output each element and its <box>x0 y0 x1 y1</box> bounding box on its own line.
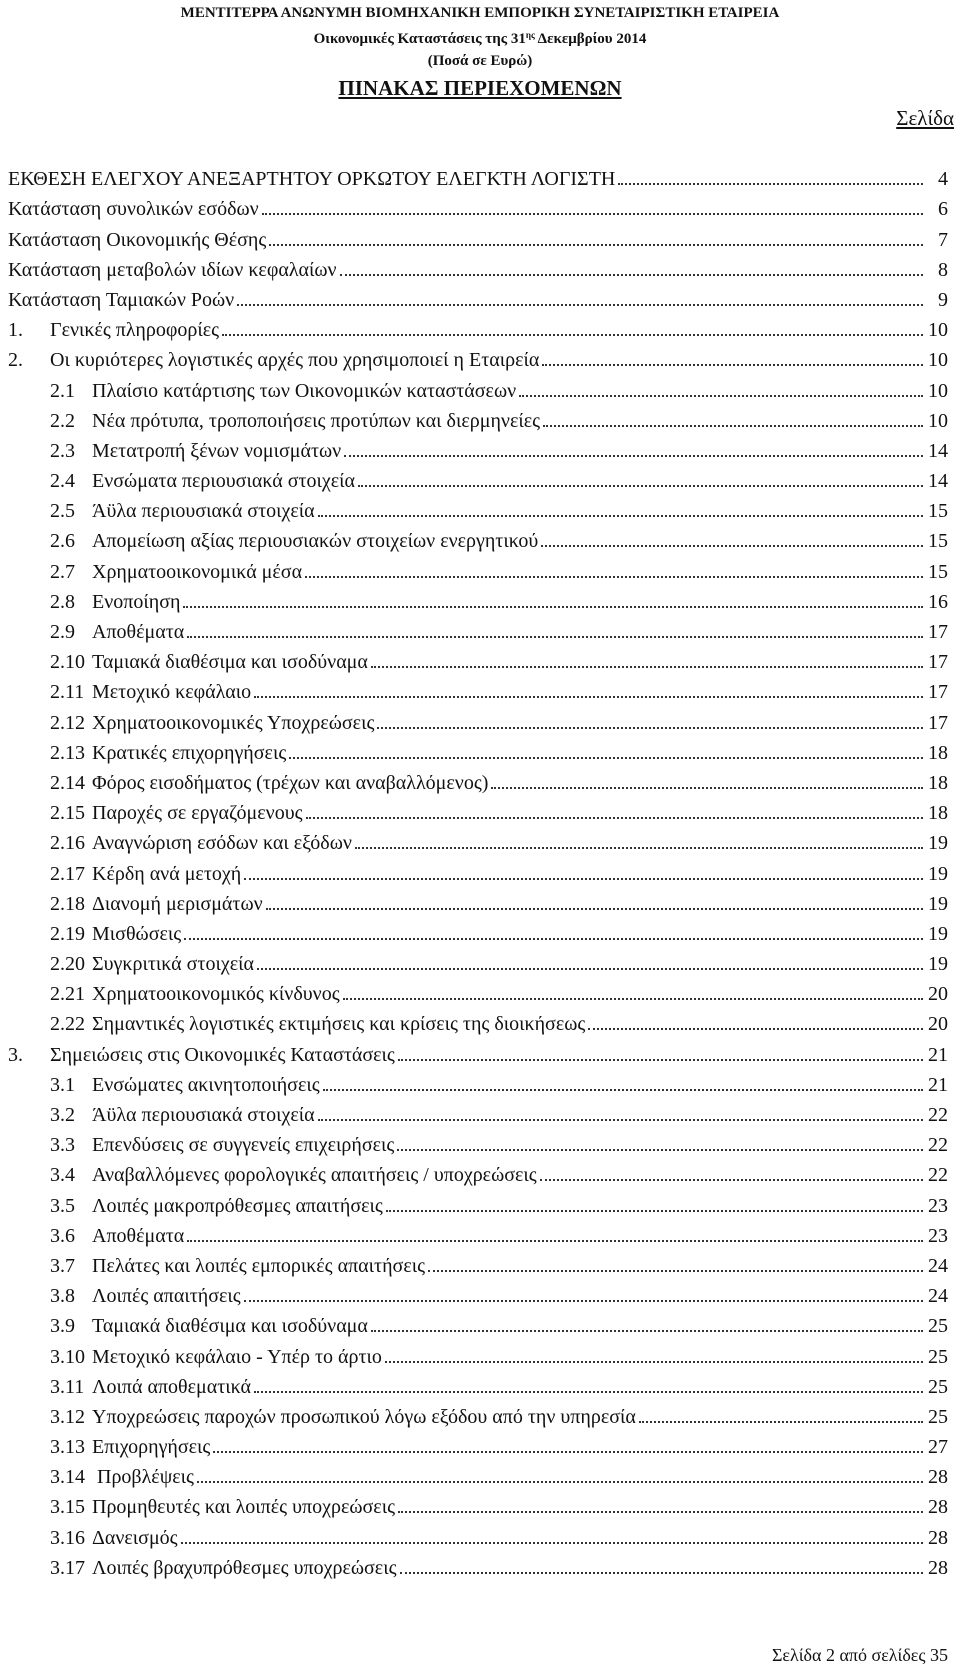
toc-dot-leader <box>385 1361 923 1363</box>
toc-entry-title: Ταμιακά διαθέσιμα και ισοδύναμα <box>92 651 368 674</box>
toc-dot-leader <box>398 1511 923 1513</box>
toc-dot-leader <box>262 213 923 215</box>
toc-entry-title: Αποθέματα <box>92 621 185 643</box>
page-column-label: Σελίδα <box>896 106 954 130</box>
toc-entry-title: Κατάσταση μεταβολών ιδίων κεφαλαίων <box>8 258 337 281</box>
toc-entry-page: 17 <box>928 621 948 643</box>
toc-entry-title: Απομείωση αξίας περιουσιακών στοιχείων ενεργητικού <box>92 530 539 553</box>
toc-entry-title: Συγκριτικά στοιχεία <box>92 953 254 976</box>
toc-dot-leader <box>355 847 923 849</box>
toc-entry-title: Διανομή μερισμάτων <box>92 892 263 915</box>
toc-dot-leader <box>618 183 923 185</box>
toc-entry-page: 10 <box>928 409 948 432</box>
currency-note: (Ποσά σε Ευρώ) <box>427 53 533 69</box>
toc-entry-page: 22 <box>928 1164 948 1187</box>
toc-dot-leader <box>543 425 923 427</box>
toc-entry-title: Χρηματοοικονομικός κίνδυνος <box>92 983 340 1006</box>
toc-entry-page: 10 <box>928 319 948 342</box>
toc-entry-number: 2.11 <box>50 681 85 704</box>
toc-entry-page: 17 <box>928 651 948 674</box>
toc-dot-leader <box>358 485 923 487</box>
toc-entry-title: Ταμιακά διαθέσιμα και ισοδύναμα <box>92 1315 368 1338</box>
toc-entry-number: 3.5 <box>50 1194 75 1217</box>
toc-entry[interactable] <box>8 492 948 522</box>
toc-entry-title: Μετοχικό κεφάλαιο - Υπέρ το άρτιο <box>92 1345 382 1368</box>
toc-entry-title: Επιχορηγήσεις <box>92 1436 211 1459</box>
toc-entry-page: 28 <box>928 1466 948 1489</box>
toc-entry[interactable] <box>8 613 948 643</box>
toc-dot-leader <box>306 817 923 819</box>
toc-entry-number: 2.19 <box>50 922 85 945</box>
toc-entry[interactable] <box>8 734 948 764</box>
toc-dot-leader <box>197 1481 923 1483</box>
toc-entry-page: 19 <box>928 862 948 885</box>
toc-entry-number: 2.13 <box>50 741 85 764</box>
toc-entry-title: Προβλέψεις <box>92 1466 194 1489</box>
toc-entry-number: 2.14 <box>50 771 85 794</box>
toc-entry-number: 2.10 <box>50 651 85 674</box>
toc-entry-page: 27 <box>928 1436 948 1459</box>
toc-entry-page: 9 <box>938 288 948 311</box>
toc-entry-page: 19 <box>928 832 948 855</box>
toc-dot-leader <box>344 455 923 457</box>
toc-entry-title: Σημαντικές λογιστικές εκτιμήσεις και κρίσεις της διοικήσεως <box>92 1013 586 1036</box>
toc-dot-leader <box>541 545 923 547</box>
toc-dot-leader <box>269 244 923 246</box>
toc-entry-title: Λοιπές μακροπρόθεσμες απαιτήσεις <box>92 1194 383 1217</box>
toc-entry-page: 19 <box>928 953 948 976</box>
toc-entry-title: Κατάσταση Ταμιακών Ροών <box>8 288 235 311</box>
toc-entry-number: 3.8 <box>50 1285 75 1308</box>
toc-entry-title: Αποθέματα <box>92 1224 185 1247</box>
toc-entry[interactable] <box>8 220 948 250</box>
toc-entry[interactable] <box>8 764 948 794</box>
statement-period-sup: ης <box>525 30 535 40</box>
toc-entry-page: 14 <box>928 439 948 462</box>
toc-entry-title: Κατάσταση συνολικών εσόδων <box>8 198 259 221</box>
toc-entry-page: 14 <box>928 470 948 493</box>
toc-entry[interactable] <box>8 1337 948 1367</box>
toc-entry[interactable] <box>8 1428 948 1458</box>
toc-dot-leader <box>542 364 923 366</box>
toc-dot-leader <box>588 1028 923 1030</box>
toc-entry-number: 2.15 <box>50 802 85 825</box>
toc-entry-page: 17 <box>928 711 948 734</box>
toc-dot-leader <box>187 636 923 638</box>
toc-entry-title: Μετοχικό κεφάλαιο <box>92 681 252 704</box>
toc-entry-number: 3.4 <box>50 1164 75 1187</box>
toc-entry-title: Ενσώματα περιουσιακά στοιχεία <box>92 470 356 493</box>
toc-entry-page: 24 <box>928 1254 948 1277</box>
toc-entry[interactable] <box>8 1126 948 1156</box>
toc-dot-leader <box>639 1421 923 1423</box>
toc-entry[interactable] <box>8 824 948 854</box>
toc-title: ΠΙΝΑΚΑΣ ΠΕΡΙΕΧΟΜΕΝΩΝ <box>338 76 622 100</box>
toc-dot-leader <box>540 1179 923 1181</box>
toc-entry[interactable] <box>8 1307 948 1337</box>
toc-entry-page: 19 <box>928 922 948 945</box>
toc-entry-page: 18 <box>928 741 948 764</box>
toc-entry-title: Άϋλα περιουσιακά στοιχεία <box>92 500 315 523</box>
toc-entry[interactable] <box>8 462 948 492</box>
toc-entry-number: 2.20 <box>50 953 85 976</box>
toc-entry[interactable] <box>8 522 948 552</box>
toc-entry[interactable] <box>8 1398 948 1428</box>
toc-entry-number: 3.12 <box>50 1405 85 1428</box>
toc-dot-leader <box>254 1391 923 1393</box>
toc-entry-number: 2.21 <box>50 983 85 1006</box>
toc-entry-title: Νέα πρότυπα, τροποποιήσεις προτύπων και διερμηνείες <box>92 409 541 432</box>
toc-entry-page: 28 <box>928 1556 948 1579</box>
toc-entry-title: Προμηθευτές και λοιπές υποχρεώσεις <box>92 1496 395 1519</box>
toc-entry-number: 2.8 <box>50 590 75 613</box>
toc-entry[interactable] <box>8 311 948 341</box>
toc-dot-leader <box>237 304 923 306</box>
toc-entry-page: 6 <box>938 198 948 221</box>
toc-entry[interactable] <box>8 583 948 613</box>
toc-entry[interactable] <box>8 190 948 220</box>
toc-entry-title: Κρατικές επιχορηγήσεις <box>92 741 287 764</box>
toc-entry-page: 15 <box>928 500 948 523</box>
toc-entry-page: 18 <box>928 771 948 794</box>
toc-entry-number: 2.5 <box>50 500 75 523</box>
table-of-contents <box>8 160 948 1579</box>
toc-entry-title: Λοιπά αποθεματικά <box>92 1375 252 1398</box>
toc-dot-leader <box>181 1542 923 1544</box>
toc-dot-leader <box>213 1451 923 1453</box>
toc-entry-number: 3.13 <box>50 1436 85 1459</box>
toc-entry-number: 2.1 <box>50 379 75 402</box>
toc-entry[interactable] <box>8 1217 948 1247</box>
toc-entry[interactable] <box>8 703 948 733</box>
toc-entry-page: 23 <box>928 1224 948 1247</box>
toc-entry-number: 3.15 <box>50 1496 85 1519</box>
toc-dot-leader <box>343 998 923 1000</box>
toc-dot-leader <box>183 606 923 608</box>
toc-entry[interactable] <box>8 1277 948 1307</box>
toc-entry-number: 3.6 <box>50 1224 75 1247</box>
toc-entry-title: ΕΚΘΕΣΗ ΕΛΕΓΧΟΥ ΑΝΕΞΑΡΤΗΤΟΥ ΟΡΚΩΤΟΥ ΕΛΕΓΚΤΗ ΛΟΓΙΣΤΗ <box>8 168 616 191</box>
toc-entry-page: 4 <box>938 168 948 191</box>
toc-entry-number: 3.14 <box>50 1466 85 1489</box>
toc-entry[interactable] <box>8 1156 948 1186</box>
toc-entry-title: Χρηματοοικονομικά μέσα <box>92 560 303 583</box>
toc-entry-page: 24 <box>928 1285 948 1308</box>
toc-dot-leader <box>244 878 923 880</box>
toc-entry-title: Υποχρεώσεις παροχών προσωπικού λόγω εξόδου από την υπηρεσία <box>92 1405 636 1428</box>
toc-entry[interactable] <box>8 1458 948 1488</box>
toc-dot-leader <box>305 576 923 578</box>
statement-period <box>0 24 960 50</box>
toc-entry-title: Πλαίσιο κατάρτισης των Οικονομικών καταστάσεων <box>92 379 517 402</box>
toc-entry-page: 17 <box>928 681 948 704</box>
toc-entry-page: 16 <box>928 590 948 613</box>
toc-entry-number: 2.7 <box>50 560 75 583</box>
toc-dot-leader <box>398 1059 923 1061</box>
toc-entry[interactable] <box>8 281 948 311</box>
toc-entry-page: 22 <box>928 1104 948 1126</box>
toc-entry-number: 3.9 <box>50 1315 75 1338</box>
toc-entry-number: 2.16 <box>50 832 85 855</box>
toc-entry-number: 2.12 <box>50 711 85 734</box>
company-name: ΜΕΝΤΙΤΕΡΡΑ ΑΝΩΝΥΜΗ ΒΙΟΜΗΧΑΝΙΚΗ ΕΜΠΟΡΙΚΗ ΣΥΝΕΤΑΙΡΙΣΤΙΚΗ ΕΤΑΙΡΕΙΑ <box>180 5 780 21</box>
toc-entry[interactable] <box>8 975 948 1005</box>
toc-entry-page: 15 <box>928 530 948 553</box>
toc-entry-page: 20 <box>928 983 948 1006</box>
toc-entry[interactable] <box>8 673 948 703</box>
toc-dot-leader <box>266 908 923 910</box>
footer-of-label: από σελίδες <box>839 1645 926 1665</box>
toc-entry[interactable] <box>8 1066 948 1096</box>
toc-entry-page: 21 <box>928 1043 948 1066</box>
toc-entry-title: Ενοποίηση <box>92 590 181 613</box>
toc-dot-leader <box>371 1330 923 1332</box>
toc-entry-number: 3.2 <box>50 1104 75 1126</box>
toc-entry-page: 23 <box>928 1194 948 1217</box>
toc-entry-number: 3. <box>8 1043 23 1066</box>
toc-entry[interactable] <box>8 1005 948 1035</box>
toc-entry-number: 2.4 <box>50 470 75 493</box>
toc-entry-number: 3.16 <box>50 1526 85 1549</box>
toc-entry-title: Χρηματοοικονομικές Υποχρεώσεις <box>92 711 375 734</box>
toc-entry[interactable] <box>8 1549 948 1579</box>
statement-period-post: Δεκεμβρίου 2014 <box>534 31 647 47</box>
toc-entry-number: 2.17 <box>50 862 85 885</box>
toc-entry-page: 20 <box>928 1013 948 1036</box>
toc-entry[interactable] <box>8 341 948 371</box>
toc-dot-leader <box>254 696 923 698</box>
toc-entry-page: 25 <box>928 1375 948 1398</box>
footer-total-pages: 35 <box>930 1645 948 1665</box>
toc-entry-number: 3.17 <box>50 1556 85 1579</box>
toc-entry-page: 7 <box>938 228 948 251</box>
toc-entry-page: 19 <box>928 892 948 915</box>
toc-entry-title: Κέρδη ανά μετοχή <box>92 862 242 885</box>
toc-entry-number: 2.9 <box>50 621 75 643</box>
toc-entry-number: 3.7 <box>50 1254 75 1277</box>
toc-entry-title: Λοιπές απαιτήσεις <box>92 1285 241 1308</box>
toc-entry-title: Άϋλα περιουσιακά στοιχεία <box>92 1104 315 1126</box>
toc-entry-title: Παροχές σε εργαζόμενους <box>92 802 303 825</box>
toc-entry-title: Σημειώσεις στις Οικονομικές Καταστάσεις <box>50 1043 395 1066</box>
toc-dot-leader <box>519 395 923 397</box>
page-footer <box>772 1645 948 1666</box>
toc-entry-number: 2.2 <box>50 409 75 432</box>
toc-entry-page: 15 <box>928 560 948 583</box>
toc-entry-title: Οι κυριότερες λογιστικές αρχές που χρησιμοποιεί η Εταιρεία <box>50 349 540 372</box>
footer-page-label: Σελίδα <box>771 1645 822 1665</box>
toc-entry-page: 25 <box>928 1315 948 1338</box>
toc-dot-leader <box>244 1300 923 1302</box>
toc-entry-number: 3.10 <box>50 1345 85 1368</box>
toc-entry-page: 28 <box>928 1526 948 1549</box>
toc-entry-number: 2.18 <box>50 892 85 915</box>
toc-entry[interactable] <box>8 1096 948 1126</box>
toc-entry-number: 3.1 <box>50 1073 75 1096</box>
toc-entry-page: 28 <box>928 1496 948 1519</box>
toc-entry[interactable] <box>8 251 948 281</box>
toc-entry-title: Επενδύσεις σε συγγενείς επιχειρήσεις <box>92 1134 395 1157</box>
toc-entry[interactable] <box>8 915 948 945</box>
toc-entry-title: Αναγνώριση εσόδων και εξόδων <box>92 832 352 855</box>
toc-entry-number: 2. <box>8 349 23 372</box>
toc-dot-leader <box>371 666 923 668</box>
toc-dot-leader <box>323 1089 923 1091</box>
toc-dot-leader <box>340 274 923 276</box>
toc-dot-leader <box>257 968 923 970</box>
toc-dot-leader <box>428 1270 923 1272</box>
toc-dot-leader <box>397 1149 923 1151</box>
toc-entry-page: 22 <box>928 1134 948 1157</box>
toc-entry[interactable] <box>8 1186 948 1216</box>
toc-entry[interactable] <box>8 1247 948 1277</box>
toc-entry[interactable] <box>8 945 948 975</box>
toc-entry-page: 18 <box>928 802 948 825</box>
toc-dot-leader <box>386 1210 923 1212</box>
toc-entry-title: Λοιπές βραχυπρόθεσμες υποχρεώσεις <box>92 1556 397 1579</box>
toc-entry[interactable] <box>8 1488 948 1518</box>
toc-entry-title: Ενσώματες ακινητοποιήσεις <box>92 1073 320 1096</box>
toc-entry-number: 2.6 <box>50 530 75 553</box>
toc-entry-number: 3.3 <box>50 1134 75 1157</box>
toc-dot-leader <box>491 787 923 789</box>
toc-entry-page: 10 <box>928 349 948 372</box>
toc-entry-number: 1. <box>8 319 23 342</box>
toc-entry-page: 21 <box>928 1073 948 1096</box>
statement-period-pre: Οικονομικές Καταστάσεις της 31 <box>313 31 526 47</box>
footer-current-page: 2 <box>825 1645 835 1665</box>
toc-entry[interactable] <box>8 794 948 824</box>
toc-entry-number: 2.3 <box>50 439 75 462</box>
toc-entry-title: Μισθώσεις <box>92 922 182 945</box>
toc-entry-page: 25 <box>928 1345 948 1368</box>
toc-dot-leader <box>289 757 923 759</box>
toc-dot-leader <box>318 515 923 517</box>
toc-dot-leader <box>400 1572 924 1574</box>
document-header <box>0 2 960 72</box>
toc-entry-number: 2.22 <box>50 1013 85 1036</box>
toc-entry-page: 8 <box>938 258 948 281</box>
toc-entry-page: 25 <box>928 1405 948 1428</box>
toc-entry[interactable] <box>8 402 948 432</box>
toc-entry[interactable] <box>8 1035 948 1065</box>
toc-dot-leader <box>377 727 923 729</box>
toc-entry-title: Αναβαλλόμενες φορολογικές απαιτήσεις / υποχρεώσεις <box>92 1164 537 1187</box>
toc-entry-title: Μετατροπή ξένων νομισμάτων <box>92 439 342 462</box>
toc-entry-title: Πελάτες και λοιπές εμπορικές απαιτήσεις <box>92 1254 426 1277</box>
toc-dot-leader <box>318 1119 923 1121</box>
toc-entry[interactable] <box>8 1518 948 1548</box>
toc-entry-title: Κατάσταση Οικονομικής Θέσης <box>8 228 267 251</box>
toc-entry[interactable] <box>8 371 948 401</box>
toc-entry[interactable] <box>8 160 948 190</box>
toc-entry-title: Φόρος εισοδήματος (τρέχων και αναβαλλόμενος) <box>92 771 489 794</box>
toc-entry-title: Δανεισμός <box>92 1526 178 1549</box>
toc-entry-title: Γενικές πληροφορίες <box>50 319 220 342</box>
toc-dot-leader <box>187 1240 923 1242</box>
toc-dot-leader <box>222 334 923 336</box>
toc-entry[interactable] <box>8 885 948 915</box>
toc-entry-number: 3.11 <box>50 1375 85 1398</box>
toc-entry[interactable] <box>8 432 948 462</box>
toc-entry[interactable] <box>8 1368 948 1398</box>
toc-entry-page: 10 <box>928 379 948 402</box>
toc-entry[interactable] <box>8 643 948 673</box>
toc-dot-leader <box>184 938 923 940</box>
toc-entry[interactable] <box>8 854 948 884</box>
toc-entry[interactable] <box>8 552 948 582</box>
